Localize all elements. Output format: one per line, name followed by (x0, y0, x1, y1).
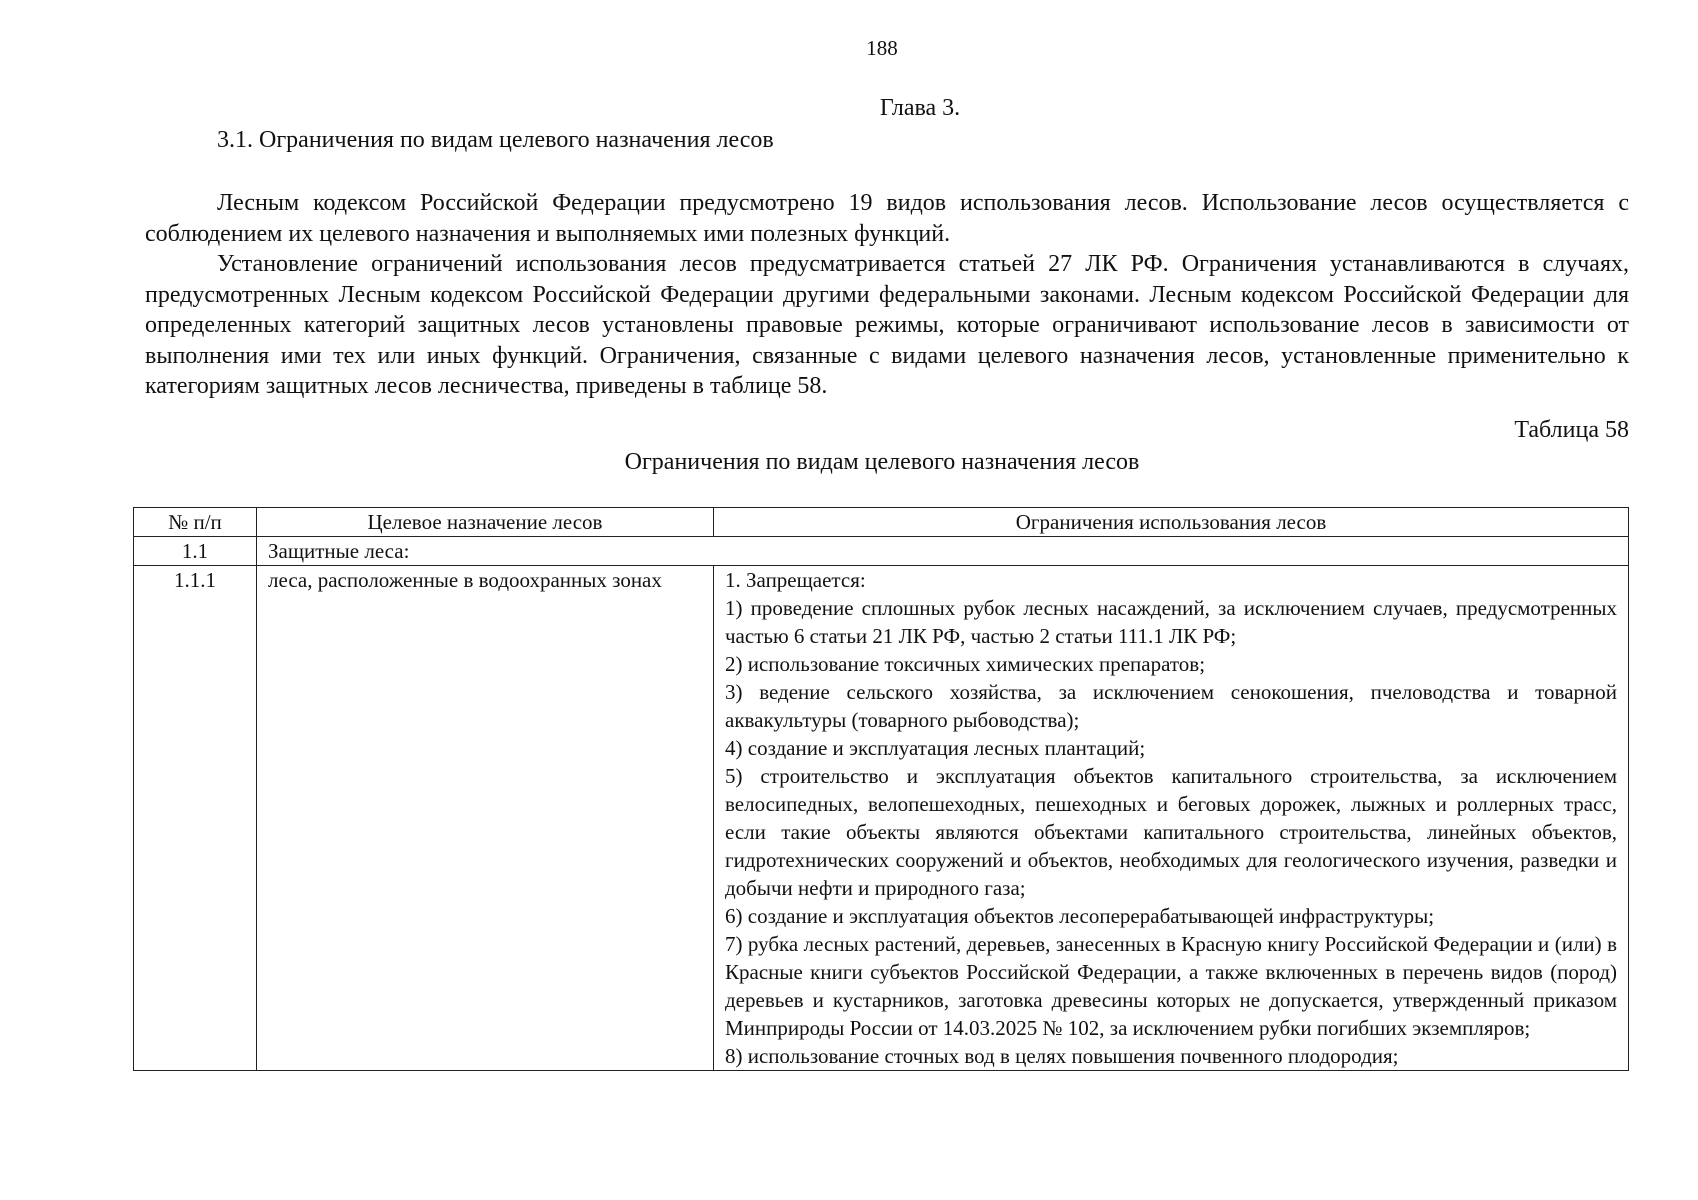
restriction-item: 1) проведение сплошных рубок лесных насаждений, за исключением случаев, предусмотренных частью 6 статьи 21 ЛК РФ, частью 2 статьи 111.1 ЛК РФ; (725, 596, 1617, 648)
row-restrictions (714, 566, 1629, 1071)
page-number: 188 (866, 36, 898, 60)
restriction-item: 4) создание и эксплуатация лесных плантаций; (725, 736, 1146, 760)
group-label: Защитные леса: (257, 537, 1629, 566)
paragraph-1: Лесным кодексом Российской Федерации предусмотрено 19 видов использования лесов. Использование лесов осуществляется с соблюдением их целевого назначения и выполняемых ими полезных функций. (145, 190, 1629, 247)
row-purpose: леса, расположенные в водоохранных зонах (257, 566, 714, 1071)
table-header-row (134, 508, 1629, 537)
restriction-item: 5) строительство и эксплуатация объектов капитального строительства, за исключением велосипедных, велопешеходных, пешеходных и беговых дорожек, лыжных и роллерных трасс, если такие объекты являются объектами капитального строительства, линейных объектов, гидротехнических сооружений и объектов, необходимых для геологического изучения, разведки и добычи нефти и природного газа; (725, 764, 1617, 900)
row-num: 1.1.1 (134, 566, 257, 1071)
restriction-item: 3) ведение сельского хозяйства, за исключением сенокошения, пчеловодства и товарной аквакультуры (товарного рыбоводства); (725, 680, 1617, 732)
table-group-row (134, 537, 1629, 566)
header-purpose: Целевое назначение лесов (257, 508, 714, 537)
paragraph-2: Установление ограничений использования лесов предусматривается статьей 27 ЛК РФ. Ограничения устанавливаются в случаях, предусмотренных Лесным кодексом Российской Федерации другими федеральными законами. Лесным кодексом Российской Федерации для определенных категорий защитных лесов установлены правовые режимы, которые ограничивают использование лесов в зависимости от выполнения ими тех или иных функций. Ограничения, связанные с видами целевого назначения лесов, установленные применительно к категориям защитных лесов лесничества, приведены в таблице 58. (145, 251, 1629, 399)
group-num: 1.1 (134, 537, 257, 566)
header-restrictions: Ограничения использования лесов (714, 508, 1629, 537)
chapter-heading: Глава 3. (879, 95, 961, 121)
table-label: Таблица 58 (1514, 417, 1629, 443)
restriction-item: 8) использование сточных вод в целях повышения почвенного плодородия; (725, 1044, 1399, 1068)
table-row (134, 566, 1629, 1071)
restriction-item: 1. Запрещается: (725, 568, 866, 592)
header-num: № п/п (134, 508, 257, 537)
restriction-item: 2) использование токсичных химических препаратов; (725, 652, 1206, 676)
section-title: 3.1. Ограничения по видам целевого назначения лесов (217, 127, 774, 153)
restrictions-table (133, 507, 1629, 1071)
body-text (145, 188, 1629, 402)
restriction-item: 7) рубка лесных растений, деревьев, занесенных в Красную книгу Российской Федерации и (или) в Красные книги субъектов Российской Федерации, а также включенных в перечень видов (пород) деревьев и кустарников, заготовка древесины которых не допускается, утвержденный приказом Минприроды России от 14.03.2025 № 102, за исключением рубки погибших экземпляров; (725, 932, 1617, 1040)
restriction-item: 6) создание и эксплуатация объектов лесоперерабатывающей инфраструктуры; (725, 904, 1435, 928)
table-caption: Ограничения по видам целевого назначения лесов (624, 449, 1140, 475)
